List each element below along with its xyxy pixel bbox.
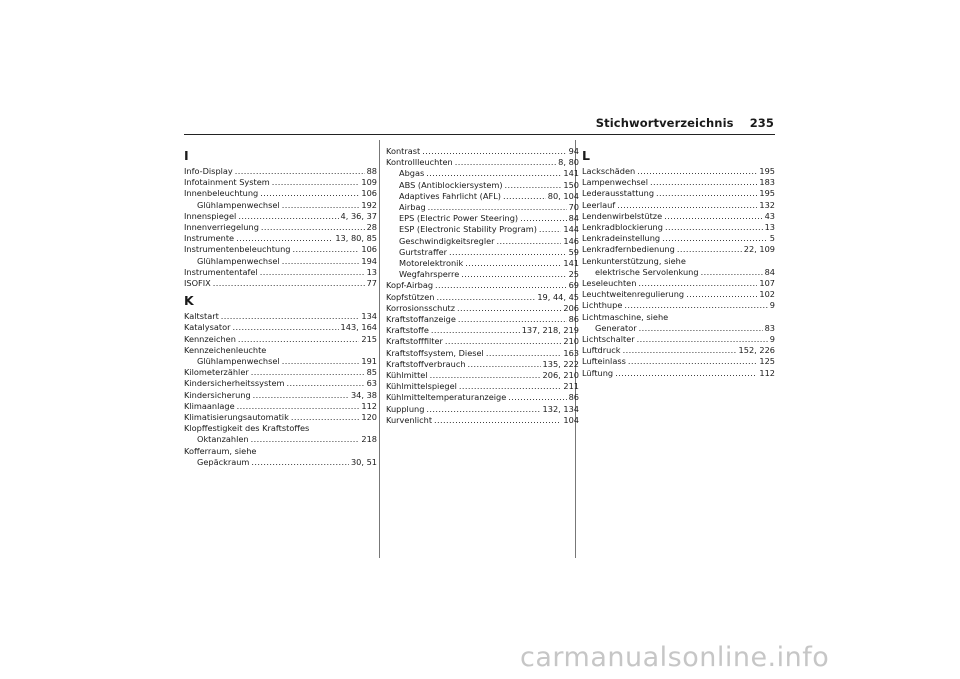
entry-pages: 88 [366,166,377,176]
index-entry [184,166,377,177]
entry-term: Instrumente [184,233,235,244]
index-subentry [386,224,579,235]
entry-pages: 218 [361,434,377,445]
entry-term: Kontrast [386,146,421,156]
index-entry [386,348,579,359]
watermark-text: carmanualsonline.info [520,642,830,673]
entry-term: Kraftstofffilter [386,336,443,347]
index-subentry [386,236,579,247]
index-subentry [386,247,579,258]
entry-term: Leseleuchten [582,278,637,289]
dot-leader [637,334,768,345]
header-rule [184,134,775,135]
entry-term: Glühlampenwechsel [197,356,280,367]
dot-leader [539,224,561,235]
entry-pages: 59 [568,246,579,257]
dot-leader [253,390,349,401]
entry-pages: 194 [361,255,377,266]
entry-term: Lufteinlass [582,356,626,367]
dot-leader [520,213,566,224]
dot-leader [455,157,556,168]
entry-pages: 152, 226 [738,345,775,356]
entry-pages: 25 [568,269,579,280]
entry-term: Glühlampenwechsel [197,255,280,266]
entry-term: Leerlauf [582,199,616,210]
index-column-1 [184,146,377,468]
entry-term: Gepäckraum [197,456,250,467]
dot-leader [623,345,737,356]
index-subentry [386,258,579,269]
entry-pages: 9 [769,300,775,311]
index-subentry [386,202,579,213]
entry-pages: 4, 36, 37 [340,210,377,221]
entry-term: Kühlmittel [386,370,428,381]
entry-term: Lenkradeinstellung [582,233,661,244]
dot-leader [656,188,757,199]
dot-leader [287,378,365,389]
entry-term: Kaltstart [184,311,219,322]
entry-pages: 84 [568,213,579,224]
index-heading: Klopffestigkeit des Kraftstoffes [184,423,310,434]
entry-term: Kontrollleuchten [386,157,453,168]
entry-pages: 135, 222 [542,358,579,369]
dot-leader [430,370,541,381]
dot-leader [435,280,567,291]
index-entry [582,166,775,177]
dot-leader [505,180,562,191]
entry-term: Kraftstoffe [386,325,429,336]
page-header [596,116,774,130]
index-entry [582,188,775,199]
index-entry [184,233,377,244]
index-entry [582,345,775,356]
entry-pages: 163 [563,347,579,358]
dot-leader [237,401,360,412]
section-letter: L [582,148,590,163]
index-heading: Lenkunterstützung, siehe [582,255,686,266]
entry-pages: 215 [361,333,377,344]
entry-term: Infotainment System [184,177,270,188]
entry-pages: 183 [759,177,775,188]
entry-pages: 132 [759,199,775,210]
dot-leader [426,404,540,415]
entry-term: Instrumententafel [184,266,258,277]
index-entry [386,415,579,426]
index-entry [184,311,377,322]
entry-term: Lederausstattung [582,188,655,199]
entry-pages: 137, 218, 219 [521,325,579,336]
entry-pages: 112 [361,400,377,411]
index-subentry [184,356,377,367]
entry-pages: 195 [759,166,775,176]
index-entry [582,300,775,311]
index-entry [582,356,775,367]
index-entry [582,211,775,222]
index-entry [184,390,377,401]
entry-pages: 206, 210 [542,370,579,381]
entry-term: Info-Display [184,166,233,176]
dot-leader [236,233,333,244]
entry-pages: 30, 51 [350,456,377,467]
dot-leader [282,256,360,267]
entry-term: Lenkradblockierung [582,222,663,233]
entry-term: Innenbeleuchtung [184,188,259,199]
entry-term: Adaptives Fahrlicht (AFL) [399,190,501,201]
entry-term: Kurvenlicht [386,414,433,425]
entry-pages: 191 [361,356,377,367]
entry-pages: 106 [361,188,377,199]
dot-leader [282,200,360,211]
entry-pages: 9 [769,334,775,345]
entry-pages: 83 [764,322,775,333]
dot-leader [486,348,562,359]
entry-pages: 69 [568,280,579,291]
entry-term: ABS (Antiblockiersystem) [399,179,503,190]
entry-pages: 13 [366,266,377,277]
index-subentry [184,256,377,267]
dot-leader [422,146,566,157]
entry-term: Lackschäden [582,166,636,176]
entry-pages: 102 [759,289,775,300]
entry-pages: 150 [563,179,579,190]
dot-leader [445,336,561,347]
entry-term: Innenspiegel [184,210,237,221]
dot-leader [686,289,757,300]
dot-leader [628,356,757,367]
entry-pages: 22, 109 [743,244,775,255]
dot-leader [431,325,520,336]
dot-leader [677,244,742,255]
dot-leader [461,269,566,280]
dot-leader [293,244,360,255]
entry-term: Innenverriegelung [184,222,259,233]
dot-leader [238,334,359,345]
dot-leader [615,368,757,379]
dot-leader [624,300,767,311]
entry-pages: 5 [769,233,775,244]
index-subentry [184,200,377,211]
entry-term: Kupplung [386,403,425,414]
dot-leader [457,303,561,314]
dot-leader [232,322,338,333]
entry-term: Kindersicherung [184,389,251,400]
index-entry [582,334,775,345]
entry-term: Leuchtweitenregulierung [582,289,685,300]
dot-leader [238,211,338,222]
column-divider [379,140,380,558]
dot-leader [235,166,365,177]
section-letter: I [184,148,189,163]
page-number: 235 [749,116,774,130]
entry-pages: 109 [361,177,377,188]
index-entry [386,359,579,370]
entry-pages: 206 [563,302,579,313]
dot-leader [638,278,757,289]
dot-leader [261,222,365,233]
dot-leader [251,367,365,378]
dot-leader [272,177,360,188]
index-subentry [386,168,579,179]
entry-term: Wegfahrsperre [399,269,460,280]
index-subentry [386,213,579,224]
entry-term: Lichthupe [582,300,623,311]
entry-term: Lichtschalter [582,334,635,345]
entry-term: Airbag [399,202,426,213]
entry-pages: 125 [759,356,775,367]
entry-pages: 195 [759,188,775,199]
entry-pages: 80, 104 [547,190,579,201]
dot-leader [260,267,365,278]
dot-leader [458,314,567,325]
index-subentry [184,434,377,445]
index-entry [184,244,377,255]
index-subentry [582,323,775,334]
entry-term: Kindersicherheitssystem [184,378,285,389]
entry-pages: 70 [568,202,579,213]
entry-pages: 210 [563,336,579,347]
entry-pages: 84 [764,266,775,277]
dot-leader [459,381,561,392]
index-entry [582,233,775,244]
entry-pages: 43 [764,210,775,221]
entry-pages: 120 [361,412,377,423]
index-entry [184,322,377,333]
dot-leader [503,191,546,202]
dot-leader [213,278,365,289]
entry-term: EPS (Electric Power Steering) [399,213,519,224]
entry-term: Kennzeichen [184,333,236,344]
entry-pages: 85 [366,367,377,378]
dot-leader [282,356,360,367]
dot-leader [260,188,359,199]
index-heading: Lichtmaschine, siehe [582,311,669,322]
entry-pages: 146 [563,235,579,246]
entry-pages: 144 [563,224,579,235]
index-entry [582,200,775,211]
dot-leader [662,233,768,244]
index-entry [386,325,579,336]
entry-pages: 34, 38 [350,389,377,400]
index-entry [386,314,579,325]
entry-pages: 19, 44, 45 [537,291,579,302]
dot-leader [468,359,541,370]
index-entry [386,404,579,415]
entry-term: Glühlampenwechsel [197,199,280,210]
index-entry [184,412,377,423]
entry-pages: 107 [759,278,775,289]
entry-term: Kopf-Airbag [386,280,434,291]
dot-leader [497,236,562,247]
index-entry [386,370,579,381]
entry-pages: 143, 164 [340,322,377,333]
index-subentry [582,267,775,278]
index-entry [184,378,377,389]
entry-pages: 86 [568,392,579,403]
dot-leader [664,211,762,222]
index-entry [386,381,579,392]
entry-term: Korrosionsschutz [386,302,456,313]
index-entry [184,177,377,188]
entry-term: Motorelektronik [399,258,464,269]
index-entry [184,401,377,412]
entry-term: ESP (Electronic Stability Program) [399,224,537,235]
entry-pages: 141 [563,168,579,179]
dot-leader [639,323,763,334]
index-entry [386,292,579,303]
index-entry [386,392,579,403]
index-entry [184,367,377,378]
entry-term: Generator [595,322,637,333]
index-entry [386,280,579,291]
entry-pages: 132, 134 [542,403,579,414]
dot-leader [251,434,360,445]
index-column-3 [582,146,775,379]
section-letter: K [184,293,194,309]
index-subentry [184,457,377,468]
entry-term: Kraftstoffsystem, Diesel [386,347,484,358]
dot-leader [637,166,757,177]
entry-term: Luftdruck [582,345,621,356]
dot-leader [291,412,360,423]
entry-pages: 104 [563,414,579,425]
dot-leader [221,311,360,322]
entry-pages: 192 [361,199,377,210]
index-entry [386,303,579,314]
dot-leader [650,177,757,188]
index-heading: Kennzeichenleuchte [184,344,267,355]
entry-pages: 141 [563,258,579,269]
index-subentry [386,191,579,202]
index-entry [184,222,377,233]
entry-pages: 8, 80 [558,157,579,168]
entry-term: Klimaanlage [184,400,235,411]
entry-pages: 134 [361,311,377,322]
index-entry [386,146,579,157]
index-entry [582,278,775,289]
index-entry [582,177,775,188]
index-entry [582,289,775,300]
page-title: Stichwortverzeichnis [595,116,734,130]
index-entry [184,267,377,278]
index-entry [386,157,579,168]
dot-leader [617,200,757,211]
index-entry [184,188,377,199]
entry-pages: 77 [366,278,377,289]
entry-pages: 13 [764,222,775,233]
index-heading: Kofferraum, siehe [184,445,257,456]
index-subentry [386,180,579,191]
dot-leader [426,168,561,179]
dot-leader [434,415,561,426]
entry-term: ISOFIX [184,278,211,289]
entry-term: Abgas [399,168,425,179]
index-entry [184,278,377,289]
entry-pages: 94 [568,146,579,156]
entry-term: Gurtstraffer [399,246,448,257]
entry-pages: 106 [361,244,377,255]
dot-leader [508,392,566,403]
index-entry [582,244,775,255]
index-entry [184,211,377,222]
entry-term: Kühlmittelspiegel [386,381,457,392]
index-entry [582,368,775,379]
dot-leader [436,292,535,303]
entry-term: Katalysator [184,322,231,333]
entry-pages: 13, 80, 85 [335,233,377,244]
entry-pages: 86 [568,314,579,325]
entry-term: Kühlmitteltemperaturanzeige [386,392,507,403]
entry-term: Lenkradfernbedienung [582,244,675,255]
dot-leader [701,267,763,278]
dot-leader [465,258,561,269]
entry-pages: 28 [366,222,377,233]
dot-leader [251,457,349,468]
entry-term: elektrische Servolenkung [595,266,699,277]
index-entry [386,336,579,347]
entry-term: Lendenwirbelstütze [582,210,663,221]
entry-pages: 112 [759,367,775,378]
entry-pages: 211 [563,381,579,392]
entry-term: Lüftung [582,367,614,378]
dot-leader [665,222,763,233]
entry-term: Oktanzahlen [197,434,249,445]
entry-term: Kilometerzähler [184,367,249,378]
entry-term: Lampenwechsel [582,177,648,188]
entry-term: Kraftstoffverbrauch [386,358,466,369]
entry-term: Kraftstoffanzeige [386,314,456,325]
entry-term: Kopfstützen [386,291,435,302]
entry-term: Instrumentenbeleuchtung [184,244,291,255]
dot-leader [449,247,567,258]
entry-term: Geschwindigkeitsregler [399,235,495,246]
index-subentry [386,269,579,280]
index-column-2 [386,146,579,426]
index-entry [184,334,377,345]
dot-leader [428,202,567,213]
index-entry [582,222,775,233]
entry-pages: 63 [366,378,377,389]
entry-term: Klimatisierungsautomatik [184,412,289,423]
